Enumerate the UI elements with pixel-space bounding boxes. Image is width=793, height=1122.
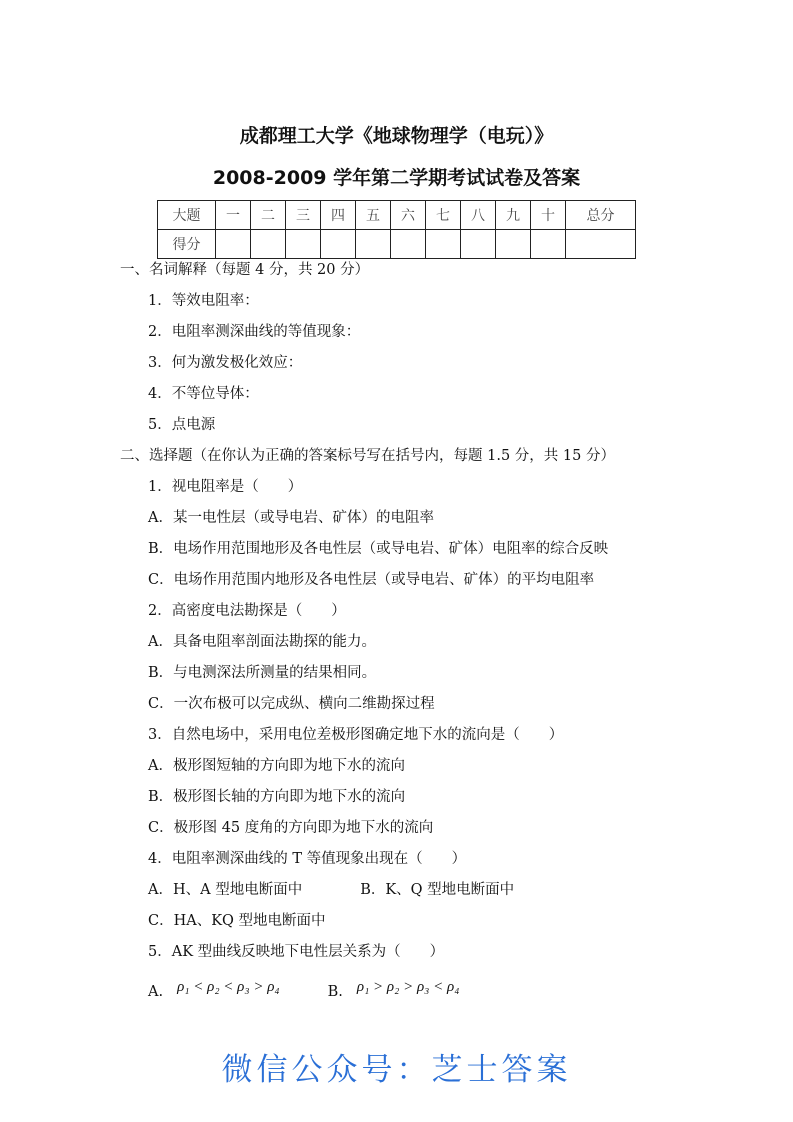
option-label: B.: [327, 984, 343, 1000]
score-table-header-cell: 一: [216, 201, 251, 230]
exam-body: [0, 255, 793, 1008]
question-line: C．一次布极可以完成纵、横向二维勘探过程: [148, 696, 435, 712]
question-line: C．极形图 45 度角的方向即为地下水的流向: [148, 820, 434, 836]
score-table-header-cell: 六: [391, 201, 426, 230]
score-row-label: 得分: [158, 230, 216, 259]
score-table: [157, 200, 636, 259]
question-line: 2．高密度电法勘探是（ ）: [148, 603, 346, 619]
question-line: 4．电阻率测深曲线的 T 等值现象出现在（ ）: [148, 851, 467, 867]
question-line: B．电场作用范围地形及各电性层（或导电岩、矿体）电阻率的综合反映: [148, 541, 609, 557]
question-line: A．具备电阻率剖面法勘探的能力。: [148, 634, 376, 650]
score-table-header-cell: 八: [461, 201, 496, 230]
formula-options: [0, 977, 793, 1008]
question-line: 4．不等位导体：: [148, 386, 259, 402]
question-line: A．某一电性层（或导电岩、矿体）的电阻率: [148, 510, 434, 526]
document-title: 成都理工大学《地球物理学（电玩）》: [239, 125, 554, 147]
question-line: 1．视电阻率是（ ）: [148, 479, 303, 495]
score-table-header-cell: 五: [356, 201, 391, 230]
score-table-header-cell: 总分: [566, 201, 636, 230]
option-formula: ρ₁ < ρ₂ < ρ₃ > ρ₄: [177, 979, 280, 995]
section-heading: 一、名词解释（每题 4 分，共 20 分）: [120, 262, 370, 278]
question-line: B．与电测深法所测量的结果相同。: [148, 665, 377, 681]
option-label: A.: [148, 984, 164, 1000]
question-line: 5．点电源: [148, 417, 216, 433]
question-line: 3．何为激发极化效应：: [148, 355, 303, 371]
question-line: C．电场作用范围内地形及各电性层（或导电岩、矿体）的平均电阻率: [148, 572, 595, 588]
question-line: C．HA、KQ 型地电断面中: [148, 913, 326, 929]
score-table-header-cell: 九: [496, 201, 531, 230]
score-table-header-row: [158, 201, 636, 230]
score-table-header-cell: 四: [321, 201, 356, 230]
score-table-header-cell: 二: [251, 201, 286, 230]
section-heading: 二、选择题（在你认为正确的答案标号写在括号内，每题 1.5 分，共 15 分）: [120, 448, 615, 464]
score-table-header-cell: 三: [286, 201, 321, 230]
question-line: 2．电阻率测深曲线的等值现象：: [148, 324, 361, 340]
score-table-header-cell: 大题: [158, 201, 216, 230]
question-line: A．H、A 型地电断面中 B．K、Q 型地电断面中: [148, 882, 515, 898]
document-subtitle: 2008-2009 学年第二学期考试试卷及答案: [212, 167, 581, 189]
score-table-header-cell: 七: [426, 201, 461, 230]
question-line: A．极形图短轴的方向即为地下水的流向: [148, 758, 405, 774]
question-line: 5．AK 型曲线反映地下电性层关系为（ ）: [148, 944, 445, 960]
question-line: 1．等效电阻率：: [148, 293, 259, 309]
question-line: B．极形图长轴的方向即为地下水的流向: [148, 789, 406, 805]
score-table-header-cell: 十: [531, 201, 566, 230]
watermark: 微信公众号：芝士答案: [221, 1052, 572, 1088]
option-formula: ρ₁ > ρ₂ > ρ₃ < ρ₄: [356, 979, 460, 995]
question-line: 3．自然电场中，采用电位差极形图确定地下水的流向是（ ）: [148, 727, 564, 743]
